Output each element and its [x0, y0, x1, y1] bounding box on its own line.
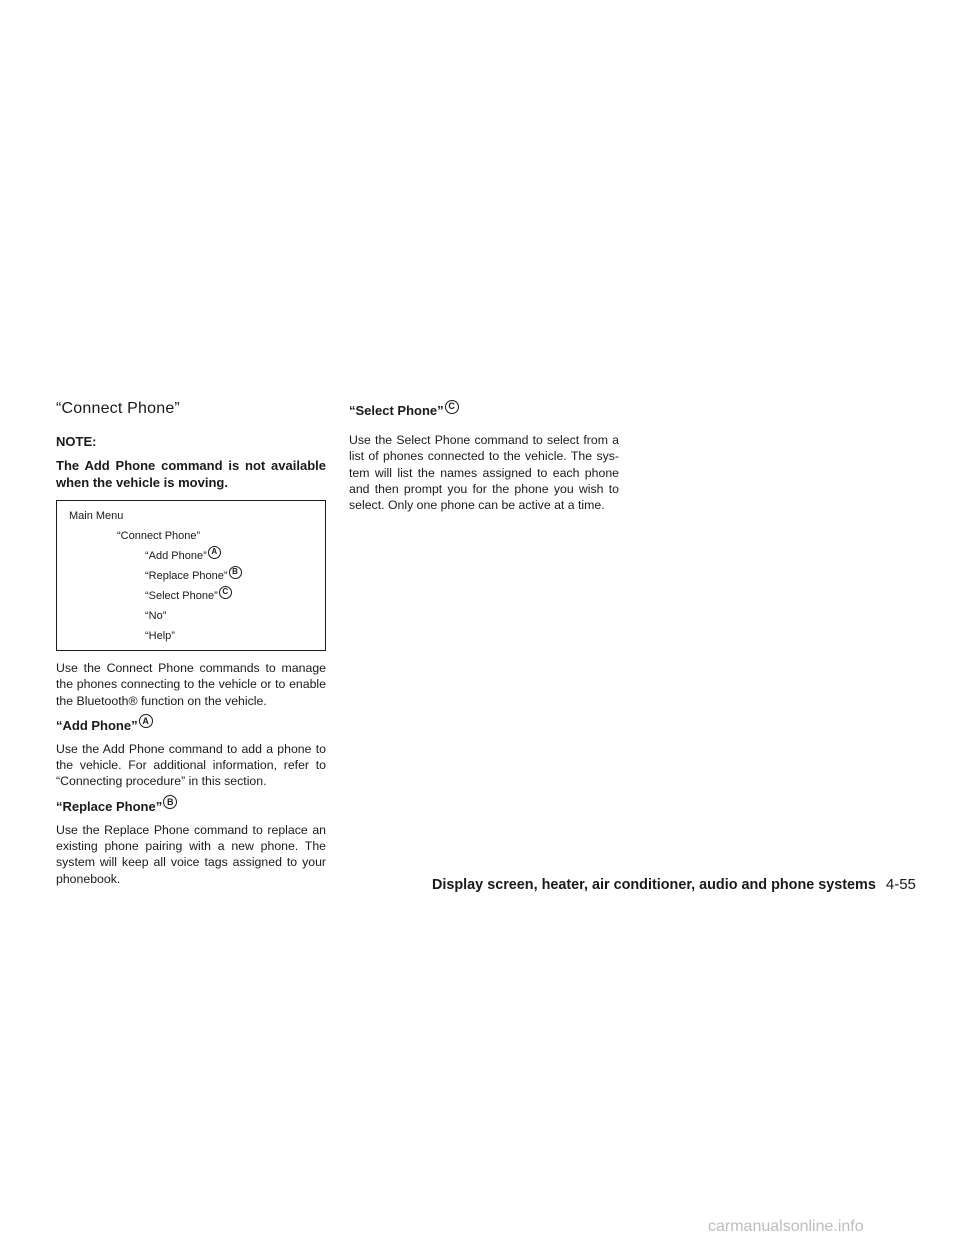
menu-item-replace-phone [67, 566, 315, 586]
select-phone-heading-text: “Select Phone” [349, 403, 444, 418]
menu-item-no [67, 606, 315, 626]
right-column [349, 400, 619, 522]
callout-b-icon: B [229, 566, 242, 579]
menu-item-select-phone [67, 586, 315, 606]
intro-paragraph: Use the Connect Phone commands to manage the phones connecting to the vehicle or to enable the Bluetooth® function on the vehicle. [56, 661, 326, 708]
left-column [56, 400, 326, 896]
callout-a-icon: A [139, 714, 153, 728]
menu-item-add-phone [67, 546, 315, 566]
page-number: 4-55 [885, 876, 916, 893]
menu-item-label: “Help” [145, 630, 175, 642]
select-phone-paragraph: Use the Select Phone command to select from a list of phones connected to the vehicle. The sys-tem will list the names assigned to each phone and then prompt you for the phone you wish to select. Only one phone can be active at a time. [349, 433, 619, 513]
menu-item-help [67, 626, 315, 646]
add-phone-heading-text: “Add Phone” [56, 717, 138, 733]
add-phone-paragraph: Use the Add Phone command to add a phone to the vehicle. For additional information, refer to “Connecting procedure” in this section. [56, 741, 326, 789]
callout-c-icon: C [219, 586, 232, 599]
add-phone-heading [56, 715, 326, 733]
section-title: “Connect Phone” [56, 400, 180, 417]
note-text: The Add Phone command is not available when the vehicle is moving. [56, 458, 326, 490]
replace-phone-heading [56, 796, 326, 814]
footer-chapter-title: Display screen, heater, air conditioner, audio and phone systems [432, 877, 876, 893]
menu-group-label: “Connect Phone” [117, 530, 201, 542]
menu-item-label: “No” [145, 610, 167, 622]
callout-b-icon: B [163, 795, 177, 809]
watermark: carmanualsonline.info [708, 1218, 864, 1235]
callout-c-icon: C [445, 400, 459, 414]
menu-tree-box [56, 500, 326, 651]
menu-root [67, 506, 315, 526]
replace-phone-heading-text: “Replace Phone” [56, 798, 163, 814]
select-phone-heading [349, 403, 619, 418]
menu-root-label: Main Menu [69, 510, 124, 522]
replace-phone-paragraph: Use the Replace Phone command to replace an existing phone pairing with a new phone. The system will keep all voice tags assigned to your phonebook. [56, 822, 326, 886]
menu-item-label: “Select Phone” [145, 590, 218, 602]
menu-item-label: “Add Phone” [145, 550, 207, 562]
page-footer [432, 876, 916, 893]
menu-group [67, 526, 315, 546]
menu-item-label: “Replace Phone” [145, 570, 228, 582]
note-label: NOTE: [56, 434, 97, 449]
callout-a-icon: A [208, 546, 221, 559]
